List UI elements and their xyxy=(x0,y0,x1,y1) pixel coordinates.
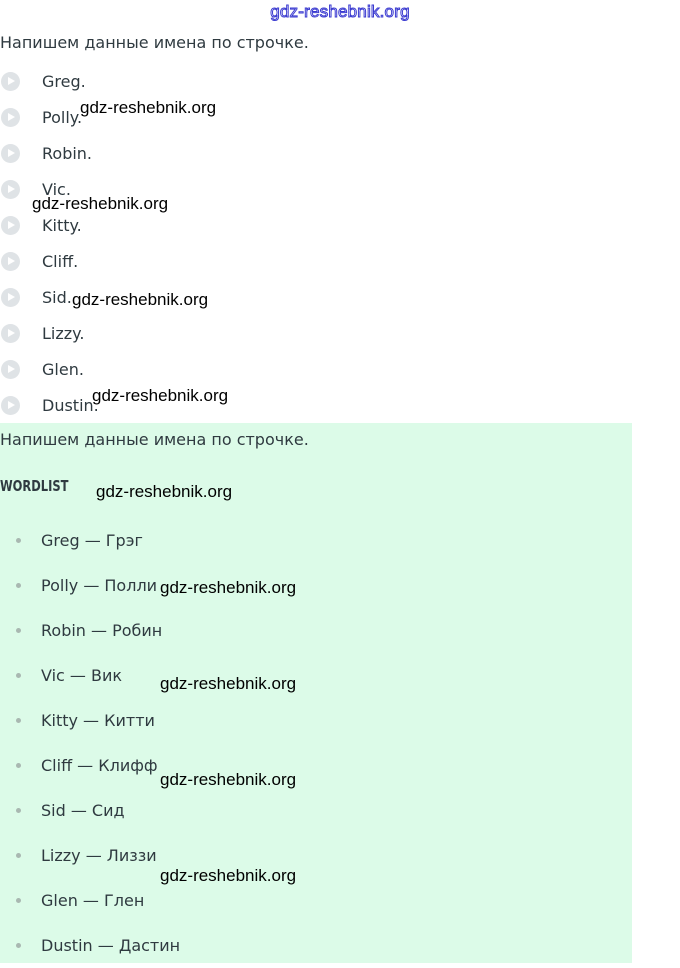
name-text: Kitty. xyxy=(42,216,82,235)
watermark: gdz-reshebnik.org xyxy=(32,194,169,213)
name-item-cliff[interactable] xyxy=(0,244,99,280)
wordlist-text: Dustin — Дастин xyxy=(41,936,181,955)
wordlist-text: Lizzy — Лиззи xyxy=(41,846,157,865)
play-icon[interactable] xyxy=(1,288,20,307)
bullet-icon xyxy=(16,898,21,903)
name-text: Cliff. xyxy=(42,252,79,271)
wordlist-item xyxy=(0,563,180,608)
wordlist-item xyxy=(0,518,180,563)
bullet-icon xyxy=(16,583,21,588)
bullet-icon xyxy=(16,673,21,678)
play-icon[interactable] xyxy=(1,108,20,127)
wordlist-text: Polly — Полли xyxy=(41,576,158,595)
play-icon[interactable] xyxy=(1,144,20,163)
watermark: gdz-reshebnik.org xyxy=(92,386,229,405)
wordlist-item xyxy=(0,878,180,923)
name-text: Lizzy. xyxy=(42,324,85,343)
bullet-icon xyxy=(16,808,21,813)
bullet-icon xyxy=(16,718,21,723)
task-intro: Напишем данные имена по строчке. xyxy=(0,33,309,52)
wordlist-text: Glen — Глен xyxy=(41,891,145,910)
wordlist-text: Robin — Робин xyxy=(41,621,163,640)
name-item-dustin[interactable] xyxy=(0,388,99,424)
watermark: gdz-reshebnik.org xyxy=(96,482,233,501)
wordlist-text: Cliff — Клифф xyxy=(41,756,158,775)
play-icon[interactable] xyxy=(1,252,20,271)
wordlist-item xyxy=(0,608,180,653)
name-text: Greg. xyxy=(42,72,86,91)
bullet-icon xyxy=(16,853,21,858)
bullet-icon xyxy=(16,763,21,768)
answer-block xyxy=(0,423,632,963)
watermark: gdz-reshebnik.org xyxy=(80,98,217,117)
play-icon[interactable] xyxy=(1,72,20,91)
name-text: Sid. xyxy=(42,288,72,307)
wordlist-item xyxy=(0,788,180,833)
wordlist-text: Kitty — Китти xyxy=(41,711,155,730)
watermark: gdz-reshebnik.org xyxy=(160,674,297,693)
bullet-icon xyxy=(16,538,21,543)
wordlist-text: Sid — Сид xyxy=(41,801,125,820)
play-icon[interactable] xyxy=(1,180,20,199)
answer-intro: Напишем данные имена по строчке. xyxy=(0,430,309,449)
watermark: gdz-reshebnik.org xyxy=(72,290,209,309)
wordlist-title: WORDLIST xyxy=(0,477,69,495)
play-icon[interactable] xyxy=(1,360,20,379)
watermark: gdz-reshebnik.org xyxy=(160,866,297,885)
wordlist-item xyxy=(0,833,180,878)
wordlist-item xyxy=(0,698,180,743)
watermark: gdz-reshebnik.org xyxy=(160,578,297,597)
wordlist-item xyxy=(0,653,180,698)
name-text: Robin. xyxy=(42,144,93,163)
name-item-robin[interactable] xyxy=(0,136,99,172)
names-list xyxy=(0,64,99,424)
site-header: gdz-reshebnik.org xyxy=(270,2,410,21)
play-icon[interactable] xyxy=(1,216,20,235)
watermark: gdz-reshebnik.org xyxy=(160,770,297,789)
name-text: Polly. xyxy=(42,108,83,127)
wordlist-text: Greg — Грэг xyxy=(41,531,143,550)
bullet-icon xyxy=(16,628,21,633)
play-icon[interactable] xyxy=(1,396,20,415)
name-item-glen[interactable] xyxy=(0,352,99,388)
name-item-greg[interactable] xyxy=(0,64,99,100)
name-text: Glen. xyxy=(42,360,84,379)
wordlist-item xyxy=(0,923,180,968)
play-icon[interactable] xyxy=(1,324,20,343)
name-item-lizzy[interactable] xyxy=(0,316,99,352)
name-text: Vic. xyxy=(42,180,71,199)
wordlist-text: Vic — Вик xyxy=(41,666,123,685)
wordlist xyxy=(0,518,180,968)
bullet-icon xyxy=(16,943,21,948)
name-text: Dustin. xyxy=(42,396,99,415)
wordlist-item xyxy=(0,743,180,788)
